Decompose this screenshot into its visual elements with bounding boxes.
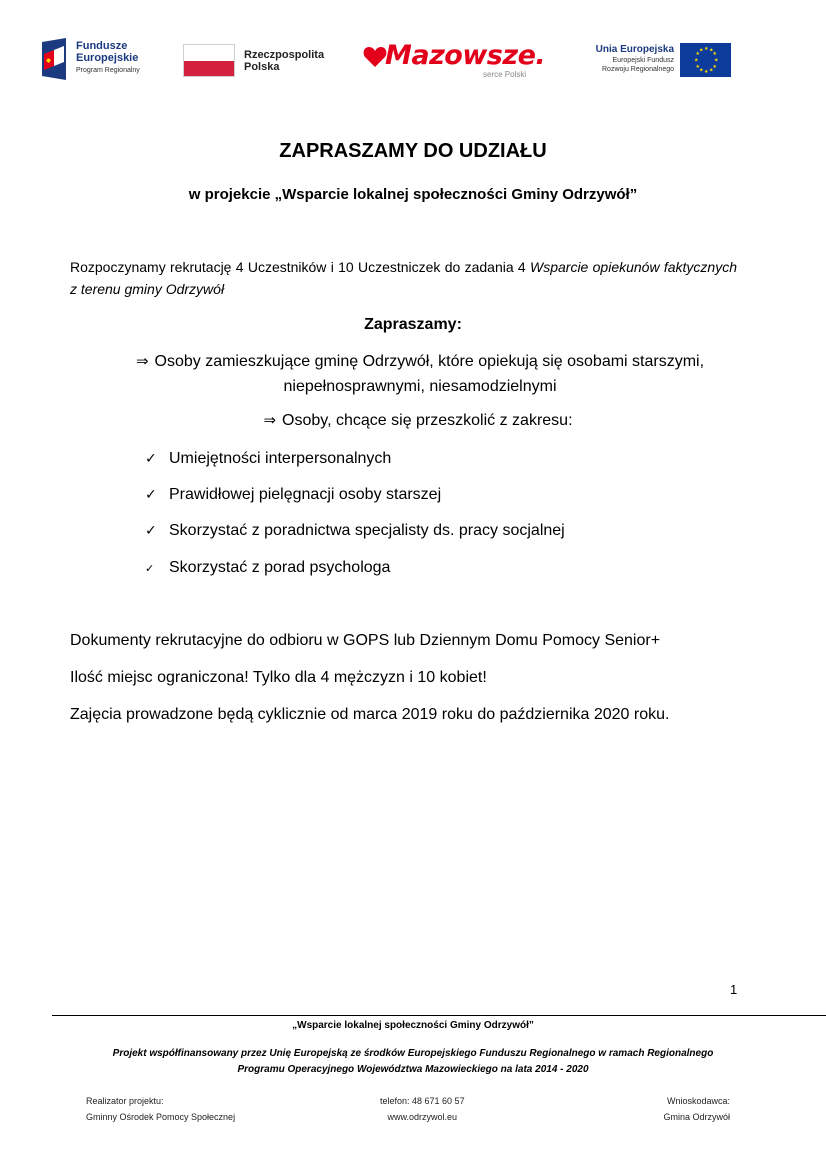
footer-project-title: „Wsparcie lokalnej społeczności Gminy Odrzywół” xyxy=(292,1020,534,1031)
heart-icon xyxy=(363,46,387,68)
realizator-value: Gminny Ośrodek Pomocy Społecznej xyxy=(86,1112,236,1122)
svg-text:★: ★ xyxy=(694,57,699,64)
fe-line3: Program Regionalny xyxy=(76,67,140,74)
footer-contact xyxy=(380,1093,465,1125)
footer-realizator xyxy=(86,1093,235,1125)
svg-text:★: ★ xyxy=(695,64,700,70)
limited-places-paragraph: Ilość miejsc ograniczona! Tylko dla 4 mężczyzn i 10 kobiet! xyxy=(70,669,487,686)
mazowsze-tagline: serce Polski xyxy=(483,70,527,79)
fe-line2: Europejskie xyxy=(76,52,139,64)
check-item-4 xyxy=(145,559,390,577)
recruitment-intro xyxy=(70,256,737,300)
phone-label: telefon: 48 671 60 57 xyxy=(380,1096,465,1106)
check-icon: ✓ xyxy=(145,487,157,503)
svg-text:★: ★ xyxy=(709,67,714,74)
double-arrow-icon: ⇒ xyxy=(263,411,277,429)
applicant-value: Gmina Odrzywół xyxy=(663,1112,730,1122)
fundusze-europejskie-emblem-icon xyxy=(40,36,68,82)
poland-flag-icon xyxy=(183,44,235,77)
ue-line1: Unia Europejska xyxy=(595,44,674,55)
rp-line1: Rzeczpospolita xyxy=(244,49,325,61)
svg-text:★: ★ xyxy=(699,47,704,54)
svg-text:★: ★ xyxy=(695,51,700,57)
page-number: 1 xyxy=(730,982,738,997)
eu-flag-icon xyxy=(680,43,731,77)
svg-text:★: ★ xyxy=(712,51,717,57)
check-icon: ✓ xyxy=(145,523,157,539)
invite-heading: Zapraszamy: xyxy=(364,316,462,333)
check-icon: ✓ xyxy=(145,451,157,467)
svg-text:★: ★ xyxy=(704,69,709,75)
footer-funding-line1: Projekt współfinansowany przez Unię Europejską ze środków Europejskiego Funduszu Regionalnego w ramach Regionalnego xyxy=(112,1048,714,1059)
mazowsze-logo xyxy=(363,38,553,84)
website-link[interactable]: www.odrzywol.eu xyxy=(387,1112,458,1122)
page-title: ZAPRASZAMY DO UDZIAŁU xyxy=(279,140,547,162)
check-item-1 xyxy=(145,450,391,468)
check-item-label: Skorzystać z porad psychologa xyxy=(169,559,391,576)
footer-funding-note xyxy=(60,1046,766,1078)
footer-divider xyxy=(52,1015,826,1016)
ue-line3: Rozwoju Regionalnego xyxy=(602,66,674,73)
realizator-label: Realizator projektu: xyxy=(86,1096,164,1106)
mazowsze-wordmark: Mazowsze. xyxy=(385,40,546,71)
check-item-label: Skorzystać z poradnictwa specjalisty ds. pracy socjalnej xyxy=(169,522,565,539)
fe-line1: Fundusze xyxy=(76,40,128,52)
arrow-item-1-line2: niepełnosprawnymi, niesamodzielnymi xyxy=(283,378,557,395)
svg-text:★: ★ xyxy=(709,47,714,54)
svg-text:★: ★ xyxy=(712,64,717,70)
arrow-item-1-line1: Osoby zamieszkujące gminę Odrzywół, które opiekują się osobami starszymi, xyxy=(154,353,705,370)
footer-funding-line2: Programu Operacyjnego Województwa Mazowieckiego na lata 2014 - 2020 xyxy=(237,1064,589,1075)
double-arrow-icon: ⇒ xyxy=(135,352,149,370)
svg-text:★: ★ xyxy=(699,67,704,74)
intro-task-name: Wsparcie opiekunów faktycznych z terenu gminy Odrzywół xyxy=(70,259,738,297)
footer-applicant xyxy=(640,1093,730,1125)
check-icon: ✓ xyxy=(145,562,155,575)
rzeczpospolita-polska-logo xyxy=(183,44,343,84)
ue-line2: Europejski Fundusz xyxy=(612,57,674,64)
project-subtitle: w projekcie „Wsparcie lokalnej społeczności Gminy Odrzywół” xyxy=(188,186,638,203)
check-item-label: Prawidłowej pielęgnacji osoby starszej xyxy=(169,486,442,503)
documents-paragraph: Dokumenty rekrutacyjne do odbioru w GOPS lub Dziennym Domu Pomocy Senior+ xyxy=(70,632,661,649)
arrow-item-1 xyxy=(90,349,750,399)
svg-text:★: ★ xyxy=(704,46,709,52)
fundusze-europejskie-logo xyxy=(40,36,160,86)
check-item-3 xyxy=(145,522,565,540)
intro-lead: Rozpoczynamy rekrutację 4 Uczestników i 10 Uczestniczek do zadania 4 xyxy=(70,259,530,275)
check-item-label: Umiejętności interpersonalnych xyxy=(169,450,392,467)
svg-text:★: ★ xyxy=(714,57,719,64)
schedule-paragraph: Zajęcia prowadzone będą cyklicznie od marca 2019 roku do października 2020 roku. xyxy=(70,706,670,723)
rp-line2: Polska xyxy=(244,61,280,73)
unia-europejska-logo xyxy=(577,42,737,82)
check-item-2 xyxy=(145,486,441,504)
arrow-item-2-text: Osoby, chcące się przeszkolić z zakresu: xyxy=(282,412,573,429)
applicant-label: Wnioskodawca: xyxy=(666,1096,730,1106)
arrow-item-2 xyxy=(0,411,826,430)
